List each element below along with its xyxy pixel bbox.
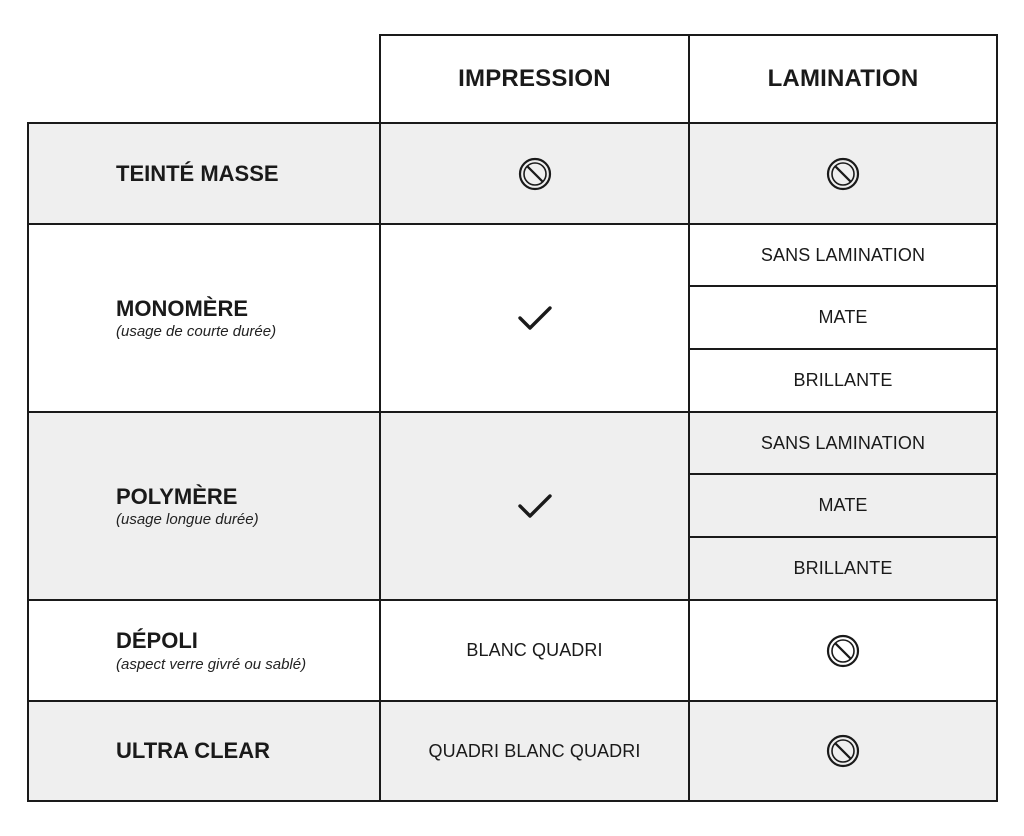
- table-border: [379, 34, 381, 802]
- row-subtitle: (usage de courte durée): [116, 323, 277, 341]
- lamination-cell-teinte-masse: [689, 123, 997, 224]
- header-impression: [380, 35, 689, 123]
- row-label-teinte-masse: [28, 123, 380, 224]
- row-label-polymere: [28, 412, 380, 600]
- lamination-option-label: BRILLANTE: [793, 370, 893, 390]
- table-border: [688, 34, 690, 802]
- lamination-option-label: MATE: [818, 495, 868, 515]
- row-label-ultra-clear: [28, 701, 380, 801]
- lamination-option: [689, 537, 997, 600]
- table-border: [27, 800, 998, 802]
- prohibited-icon: [825, 156, 861, 192]
- table-border: [27, 411, 998, 413]
- table-border: [27, 122, 29, 802]
- header-lamination-label: LAMINATION: [767, 65, 919, 92]
- prohibited-icon: [825, 733, 861, 769]
- lamination-option: [689, 286, 997, 349]
- impression-text: BLANC QUADRI: [466, 640, 603, 660]
- table-border: [27, 599, 998, 601]
- header-lamination: [689, 35, 997, 123]
- impression-cell-depoli: [380, 600, 689, 701]
- lamination-option-label: BRILLANTE: [793, 558, 893, 578]
- row-subtitle: (aspect verre givré ou sablé): [116, 655, 307, 673]
- row-name: POLYMÈRE: [116, 483, 238, 509]
- lamination-option-label: SANS LAMINATION: [760, 432, 926, 453]
- prohibited-icon: [825, 633, 861, 669]
- table-divider: [689, 473, 998, 475]
- row-name: ULTRA CLEAR: [116, 738, 270, 764]
- table-border: [27, 700, 998, 702]
- impression-cell-polymere: [380, 412, 689, 600]
- table-divider: [689, 285, 998, 287]
- lamination-option: [689, 412, 997, 474]
- row-label-monomere: [28, 224, 380, 412]
- prohibited-icon: [517, 156, 553, 192]
- lamination-cell-depoli: [689, 600, 997, 701]
- lamination-option: [689, 349, 997, 412]
- lamination-option-label: SANS LAMINATION: [760, 244, 926, 265]
- impression-cell-monomere: [380, 224, 689, 412]
- header-impression-label: IMPRESSION: [458, 65, 611, 92]
- table-border: [27, 122, 998, 124]
- table-border: [27, 223, 998, 225]
- impression-cell-ultra-clear: [380, 701, 689, 801]
- row-label-depoli: [28, 600, 380, 701]
- table-border: [996, 34, 998, 802]
- check-icon: [517, 491, 553, 521]
- impression-text: QUADRI BLANC QUADRI: [428, 740, 641, 761]
- row-name: TEINTÉ MASSE: [116, 160, 279, 186]
- row-name: MONOMÈRE: [116, 295, 248, 321]
- lamination-option: [689, 474, 997, 537]
- check-icon: [517, 303, 553, 333]
- row-name: DÉPOLI: [116, 628, 198, 654]
- row-subtitle: (usage longue durée): [116, 511, 259, 529]
- lamination-option: [689, 224, 997, 286]
- table-divider: [689, 536, 998, 538]
- lamination-option-label: MATE: [818, 307, 868, 327]
- table-divider: [689, 348, 998, 350]
- impression-cell-teinte-masse: [380, 123, 689, 224]
- lamination-cell-ultra-clear: [689, 701, 997, 801]
